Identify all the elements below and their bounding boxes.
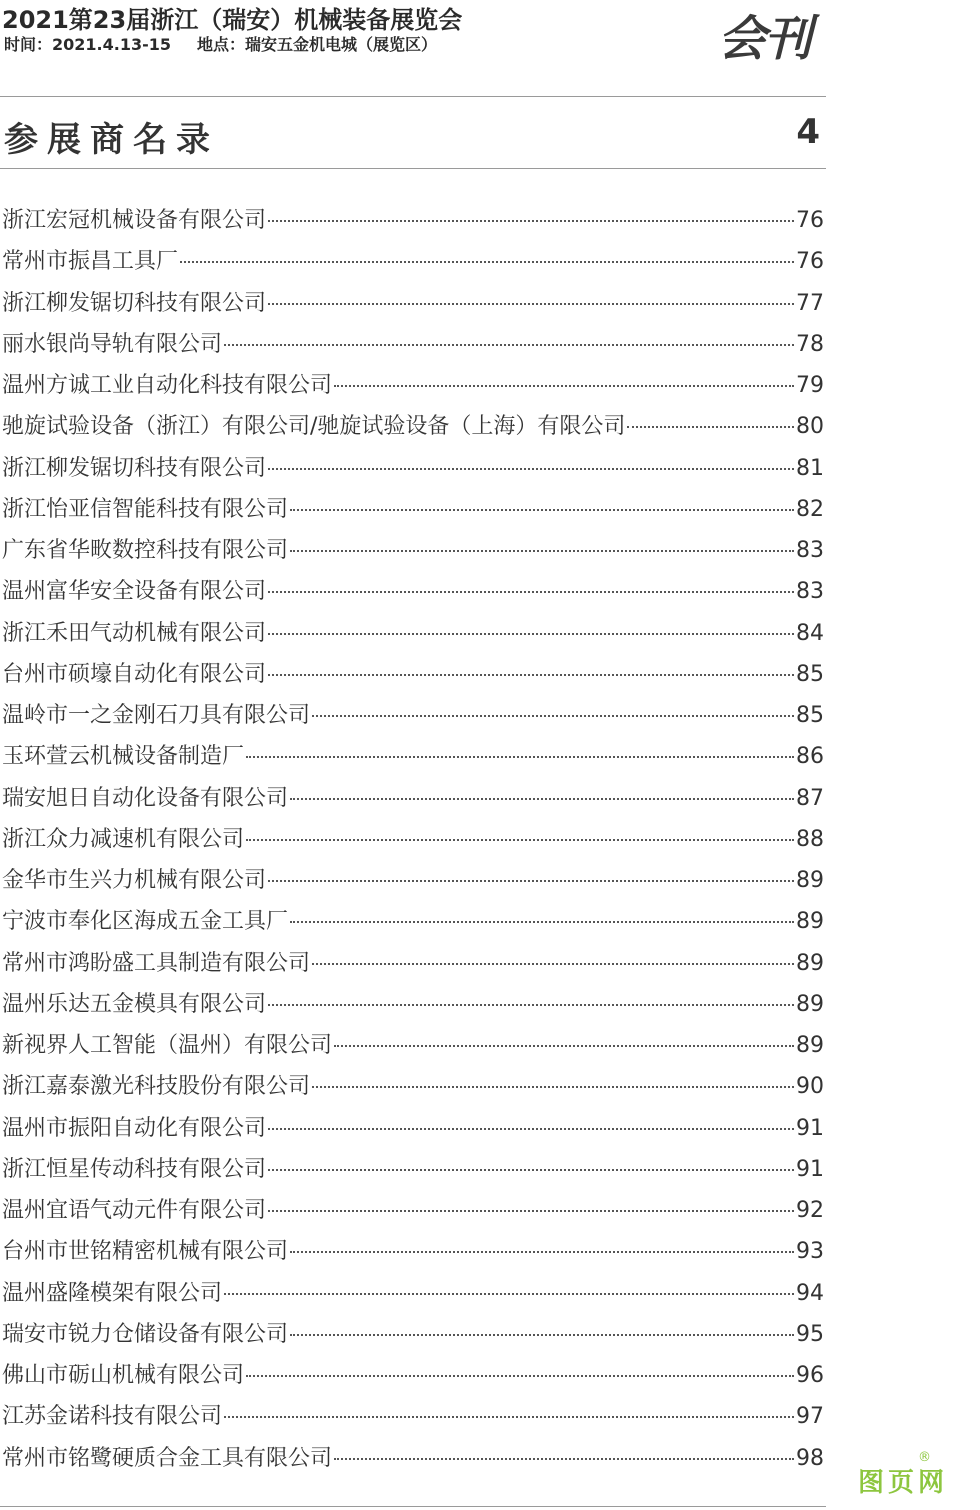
registered-mark: ®	[918, 1450, 931, 1465]
directory-entry[interactable]	[2, 1069, 824, 1110]
directory-entry[interactable]	[2, 698, 824, 739]
entry-page-number: 82	[796, 496, 824, 522]
entry-company-name: 温州乐达五金模具有限公司	[2, 991, 267, 1017]
entry-company-name: 广东省华畋数控科技有限公司	[2, 538, 289, 563]
entry-page-number: 92	[796, 1198, 824, 1223]
entry-company-name: 浙江怡亚信智能科技有限公司	[2, 496, 289, 522]
entry-page-number: 91	[796, 1156, 824, 1182]
directory-entry[interactable]	[2, 822, 824, 863]
entry-page-number: 83	[796, 579, 824, 605]
directory-entry[interactable]	[2, 1317, 824, 1358]
entry-company-name: 驰旋试验设备（浙江）有限公司/驰旋试验设备（上海）有限公司	[2, 414, 626, 440]
dot-leader	[180, 261, 794, 263]
entry-page-number: 81	[796, 455, 824, 481]
dot-leader	[268, 220, 794, 222]
entry-page-number: 91	[796, 1115, 824, 1141]
entry-company-name: 江苏金诺科技有限公司	[2, 1404, 223, 1430]
entry-company-name: 瑞安旭日自动化设备有限公司	[2, 785, 289, 811]
journal-mark: 会刊	[718, 11, 811, 67]
dot-leader	[290, 509, 794, 511]
entry-page-number: 83	[796, 538, 824, 563]
entry-page-number: 77	[796, 290, 824, 316]
dot-leader	[268, 1004, 794, 1006]
entry-company-name: 玉环萱云机械设备制造厂	[2, 744, 245, 770]
dot-leader	[334, 1045, 794, 1047]
entry-company-name: 浙江众力减速机有限公司	[2, 826, 245, 852]
directory-entry[interactable]	[2, 368, 824, 409]
entry-company-name: 常州市铭鹭硬质合金工具有限公司	[2, 1445, 333, 1471]
dot-leader	[224, 344, 794, 346]
dot-leader	[246, 839, 794, 841]
dot-leader	[268, 591, 794, 593]
directory-entry[interactable]	[2, 1399, 824, 1440]
entry-company-name: 宁波市奉化区海成五金工具厂	[2, 909, 289, 935]
entry-company-name: 瑞安市锐力仓储设备有限公司	[2, 1321, 289, 1347]
entry-page-number: 85	[796, 661, 824, 687]
dot-leader	[268, 1128, 794, 1130]
directory-entry[interactable]	[2, 244, 824, 285]
dot-leader	[312, 1086, 794, 1088]
dot-leader	[312, 963, 794, 965]
directory-entry[interactable]	[2, 203, 824, 244]
entry-page-number: 97	[796, 1404, 824, 1430]
directory-entry[interactable]	[2, 451, 824, 492]
entry-page-number: 93	[796, 1239, 824, 1265]
entry-company-name: 浙江柳发锯切科技有限公司	[2, 290, 267, 316]
entry-company-name: 台州市硕壕自动化有限公司	[2, 661, 267, 687]
dot-leader	[268, 303, 794, 305]
directory-entry[interactable]	[2, 409, 824, 450]
footer-divider	[0, 1506, 826, 1507]
exhibitor-directory	[2, 203, 824, 1482]
entry-page-number: 89	[796, 991, 824, 1017]
entry-company-name: 常州市振昌工具厂	[2, 249, 179, 275]
dot-leader	[290, 921, 794, 923]
section-number: 4	[796, 112, 820, 152]
entry-page-number: 98	[796, 1445, 824, 1471]
expo-title: 2021第23届浙江（瑞安）机械装备展览会	[2, 6, 463, 34]
directory-entry[interactable]	[2, 286, 824, 327]
entry-page-number: 89	[796, 909, 824, 935]
entry-page-number: 87	[796, 785, 824, 811]
entry-page-number: 76	[796, 249, 824, 275]
expo-info	[4, 32, 437, 55]
header-divider	[0, 96, 826, 97]
dot-leader	[334, 385, 794, 387]
entry-page-number: 88	[796, 826, 824, 852]
section-title: 参展商名录	[4, 120, 219, 160]
directory-entry[interactable]	[2, 533, 824, 574]
entry-company-name: 温州盛隆模架有限公司	[2, 1280, 223, 1306]
dot-leader	[268, 1169, 794, 1171]
entry-page-number: 78	[796, 331, 824, 357]
entry-company-name: 金华市生兴力机械有限公司	[2, 868, 267, 893]
dot-leader	[334, 1458, 794, 1460]
section-divider	[0, 168, 826, 169]
dot-leader	[290, 1251, 794, 1253]
dot-leader	[224, 1293, 794, 1295]
dot-leader	[246, 756, 794, 758]
entry-company-name: 佛山市砺山机械有限公司	[2, 1363, 245, 1388]
entry-company-name: 常州市鸿盼盛工具制造有限公司	[2, 950, 311, 976]
entry-page-number: 89	[796, 868, 824, 893]
page-header	[0, 0, 826, 60]
directory-entry[interactable]	[2, 946, 824, 987]
entry-company-name: 浙江恒星传动科技有限公司	[2, 1156, 267, 1182]
entry-company-name: 浙江柳发锯切科技有限公司	[2, 455, 267, 481]
entry-page-number: 76	[796, 208, 824, 233]
entry-company-name: 温州宜语气动元件有限公司	[2, 1198, 267, 1223]
directory-entry[interactable]	[2, 1234, 824, 1275]
directory-entry[interactable]	[2, 739, 824, 780]
dot-leader	[268, 468, 794, 470]
entry-page-number: 94	[796, 1280, 824, 1306]
directory-entry[interactable]	[2, 1358, 824, 1399]
dot-leader	[290, 798, 794, 800]
directory-entry[interactable]	[2, 1028, 824, 1069]
dot-leader	[268, 880, 794, 882]
directory-entry[interactable]	[2, 1276, 824, 1317]
directory-entry[interactable]	[2, 1441, 824, 1482]
dot-leader	[268, 674, 794, 676]
expo-venue: 地点：瑞安五金机电城（展览区）	[197, 35, 438, 54]
dot-leader	[290, 1334, 794, 1336]
entry-page-number: 95	[796, 1321, 824, 1347]
entry-company-name: 浙江嘉泰激光科技股份有限公司	[2, 1074, 311, 1100]
directory-entry[interactable]	[2, 904, 824, 945]
dot-leader	[268, 633, 794, 635]
entry-page-number: 89	[796, 1033, 824, 1058]
directory-entry[interactable]	[2, 327, 824, 368]
entry-page-number: 90	[796, 1074, 824, 1100]
entry-company-name: 台州市世铭精密机械有限公司	[2, 1239, 289, 1265]
directory-entry[interactable]	[2, 492, 824, 533]
entry-company-name: 温州市振阳自动化有限公司	[2, 1115, 267, 1141]
dot-leader	[312, 715, 794, 717]
entry-page-number: 80	[796, 414, 824, 440]
entry-page-number: 86	[796, 744, 824, 770]
directory-entry[interactable]	[2, 987, 824, 1028]
entry-page-number: 89	[796, 950, 824, 976]
directory-entry[interactable]	[2, 657, 824, 698]
directory-entry[interactable]	[2, 616, 824, 657]
directory-entry[interactable]	[2, 1193, 824, 1234]
dot-leader	[627, 426, 794, 428]
dot-leader	[290, 550, 794, 552]
dot-leader	[224, 1416, 794, 1418]
entry-page-number: 85	[796, 703, 824, 728]
entry-company-name: 温州方诚工业自动化科技有限公司	[2, 373, 333, 398]
directory-entry[interactable]	[2, 781, 824, 822]
entry-company-name: 浙江禾田气动机械有限公司	[2, 620, 267, 646]
directory-entry[interactable]	[2, 574, 824, 615]
entry-page-number: 96	[796, 1363, 824, 1388]
expo-date: 时间：2021.4.13-15	[4, 35, 171, 54]
dot-leader	[246, 1375, 794, 1377]
directory-entry[interactable]	[2, 1152, 824, 1193]
entry-company-name: 温岭市一之金刚石刀具有限公司	[2, 703, 311, 728]
directory-entry[interactable]	[2, 1111, 824, 1152]
dot-leader	[268, 1210, 794, 1212]
watermark-logo: 图页网	[858, 1468, 949, 1498]
entry-page-number: 84	[796, 620, 824, 646]
directory-entry[interactable]	[2, 863, 824, 904]
entry-page-number: 79	[796, 373, 824, 398]
entry-company-name: 丽水银尚导轨有限公司	[2, 331, 223, 357]
entry-company-name: 温州富华安全设备有限公司	[2, 579, 267, 605]
entry-company-name: 新视界人工智能（温州）有限公司	[2, 1033, 333, 1058]
entry-company-name: 浙江宏冠机械设备有限公司	[2, 208, 267, 233]
